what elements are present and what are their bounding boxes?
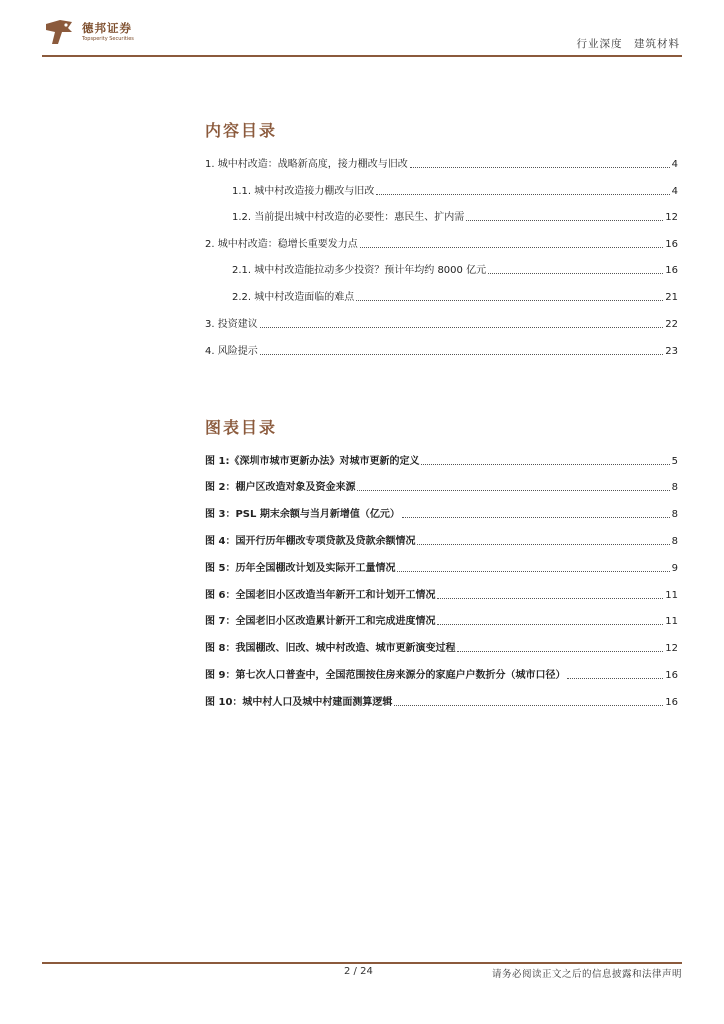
toc-entry-page: 4: [671, 159, 678, 170]
figure-entry-text: 图 3：PSL 期末余额与当月新增值（亿元）: [205, 509, 400, 520]
figure-leader-dots: [567, 669, 663, 679]
toc-entry[interactable]: [205, 318, 678, 332]
figure-entry-page: 16: [665, 670, 678, 681]
toc-entry[interactable]: [232, 185, 678, 199]
figure-leader-dots: [457, 642, 663, 652]
toc-entry-text: 3. 投资建议: [205, 319, 258, 330]
figure-entry-page: 5: [671, 456, 678, 467]
figure-leader-dots: [421, 455, 669, 465]
figure-leader-dots: [437, 615, 663, 625]
toc-leader-dots: [488, 264, 663, 274]
figure-entry[interactable]: [205, 696, 678, 710]
toc-entry-page: 16: [665, 265, 678, 276]
figure-list-title: 图表目录: [205, 418, 278, 437]
logo-name-cn: 德邦证券: [82, 21, 132, 35]
figure-entry-page: 11: [665, 590, 678, 601]
figure-entry-text: 图 2：棚户区改造对象及资金来源: [205, 482, 356, 493]
toc-entry[interactable]: [232, 211, 678, 225]
toc-entry-text: 1. 城中村改造：战略新高度，接力棚改与旧改: [205, 159, 408, 170]
toc-entry-text: 1.2. 当前提出城中村改造的必要性：惠民生、扩内需: [232, 212, 465, 223]
footer-divider: [42, 962, 682, 964]
toc-entry-page: 12: [665, 212, 678, 223]
figure-entry[interactable]: [205, 589, 678, 603]
toc-leader-dots: [376, 185, 669, 195]
toc-entry-text: 1.1. 城中村改造接力棚改与旧改: [232, 186, 375, 197]
toc-entry-page: 21: [665, 292, 678, 303]
figure-entry[interactable]: [205, 615, 678, 629]
figure-entry-text: 图 8：我国棚改、旧改、城中村改造、城市更新演变过程: [205, 643, 456, 654]
toc-leader-dots: [356, 291, 663, 301]
toc-entry[interactable]: [205, 345, 678, 359]
toc-entry-text: 4. 风险提示: [205, 346, 258, 357]
report-category: 行业深度 建筑材料: [576, 38, 680, 50]
figure-entry-page: 11: [665, 616, 678, 627]
figure-entry-page: 9: [671, 563, 678, 574]
figure-entry-page: 12: [665, 643, 678, 654]
toc-leader-dots: [260, 345, 664, 355]
toc-leader-dots: [410, 158, 670, 168]
figure-entry[interactable]: [205, 508, 678, 522]
legal-disclaimer: 请务必阅读正文之后的信息披露和法律声明: [491, 969, 682, 980]
figure-entry-text: 图 1:《深圳市城市更新办法》对城市更新的定义: [205, 456, 420, 467]
header-divider: [42, 55, 682, 57]
toc-entry-page: 4: [671, 186, 678, 197]
toc-leader-dots: [466, 211, 663, 221]
toc-entry[interactable]: [232, 264, 678, 278]
figure-entry-page: 8: [671, 536, 678, 547]
toc-title: 内容目录: [205, 121, 278, 140]
figure-entry-text: 图 7：全国老旧小区改造累计新开工和完成进度情况: [205, 616, 436, 627]
figure-leader-dots: [437, 589, 663, 599]
figure-entry-text: 图 5：历年全国棚改计划及实际开工量情况: [205, 563, 396, 574]
figure-entry-page: 16: [665, 697, 678, 708]
figure-entry-page: 8: [671, 482, 678, 493]
figure-leader-dots: [394, 696, 663, 706]
toc-entry-text: 2.2. 城中村改造面临的难点: [232, 292, 355, 303]
figure-leader-dots: [397, 562, 669, 572]
toc-entry[interactable]: [205, 238, 678, 252]
figure-entry[interactable]: [205, 455, 678, 469]
figure-entry-text: 图 4：国开行历年棚改专项贷款及贷款余额情况: [205, 536, 416, 547]
toc-entry-text: 2.1. 城中村改造能拉动多少投资？预计年均约 8000 亿元: [232, 265, 487, 276]
figure-leader-dots: [402, 508, 670, 518]
figure-entry-page: 8: [671, 509, 678, 520]
toc-entry-page: 16: [665, 239, 678, 250]
figure-entry[interactable]: [205, 562, 678, 576]
toc-entry-text: 2. 城中村改造：稳增长重要发力点: [205, 239, 358, 250]
figure-entry-text: 图 10：城中村人口及城中村建面测算逻辑: [205, 697, 393, 708]
page-header: [42, 14, 682, 56]
toc-entry[interactable]: [232, 291, 678, 305]
toc-entry-page: 22: [665, 319, 678, 330]
company-logo-icon: [42, 16, 76, 48]
figure-entry-text: 图 9：第七次人口普查中，全国范围按住房来源分的家庭户户数折分（城市口径）: [205, 670, 566, 681]
logo-name-en: Topsperity Securities: [82, 36, 134, 42]
figure-entry[interactable]: [205, 669, 678, 683]
page-number: 2 / 24: [344, 966, 373, 977]
figure-entry[interactable]: [205, 535, 678, 549]
figure-entry[interactable]: [205, 481, 678, 495]
figure-leader-dots: [417, 535, 669, 545]
figure-entry-text: 图 6：全国老旧小区改造当年新开工和计划开工情况: [205, 590, 436, 601]
toc-entry-page: 23: [665, 346, 678, 357]
figure-leader-dots: [357, 481, 669, 491]
toc-leader-dots: [260, 318, 664, 328]
figure-entry[interactable]: [205, 642, 678, 656]
toc-leader-dots: [360, 238, 664, 248]
company-logo: [42, 14, 172, 50]
toc-entry[interactable]: [205, 158, 678, 172]
